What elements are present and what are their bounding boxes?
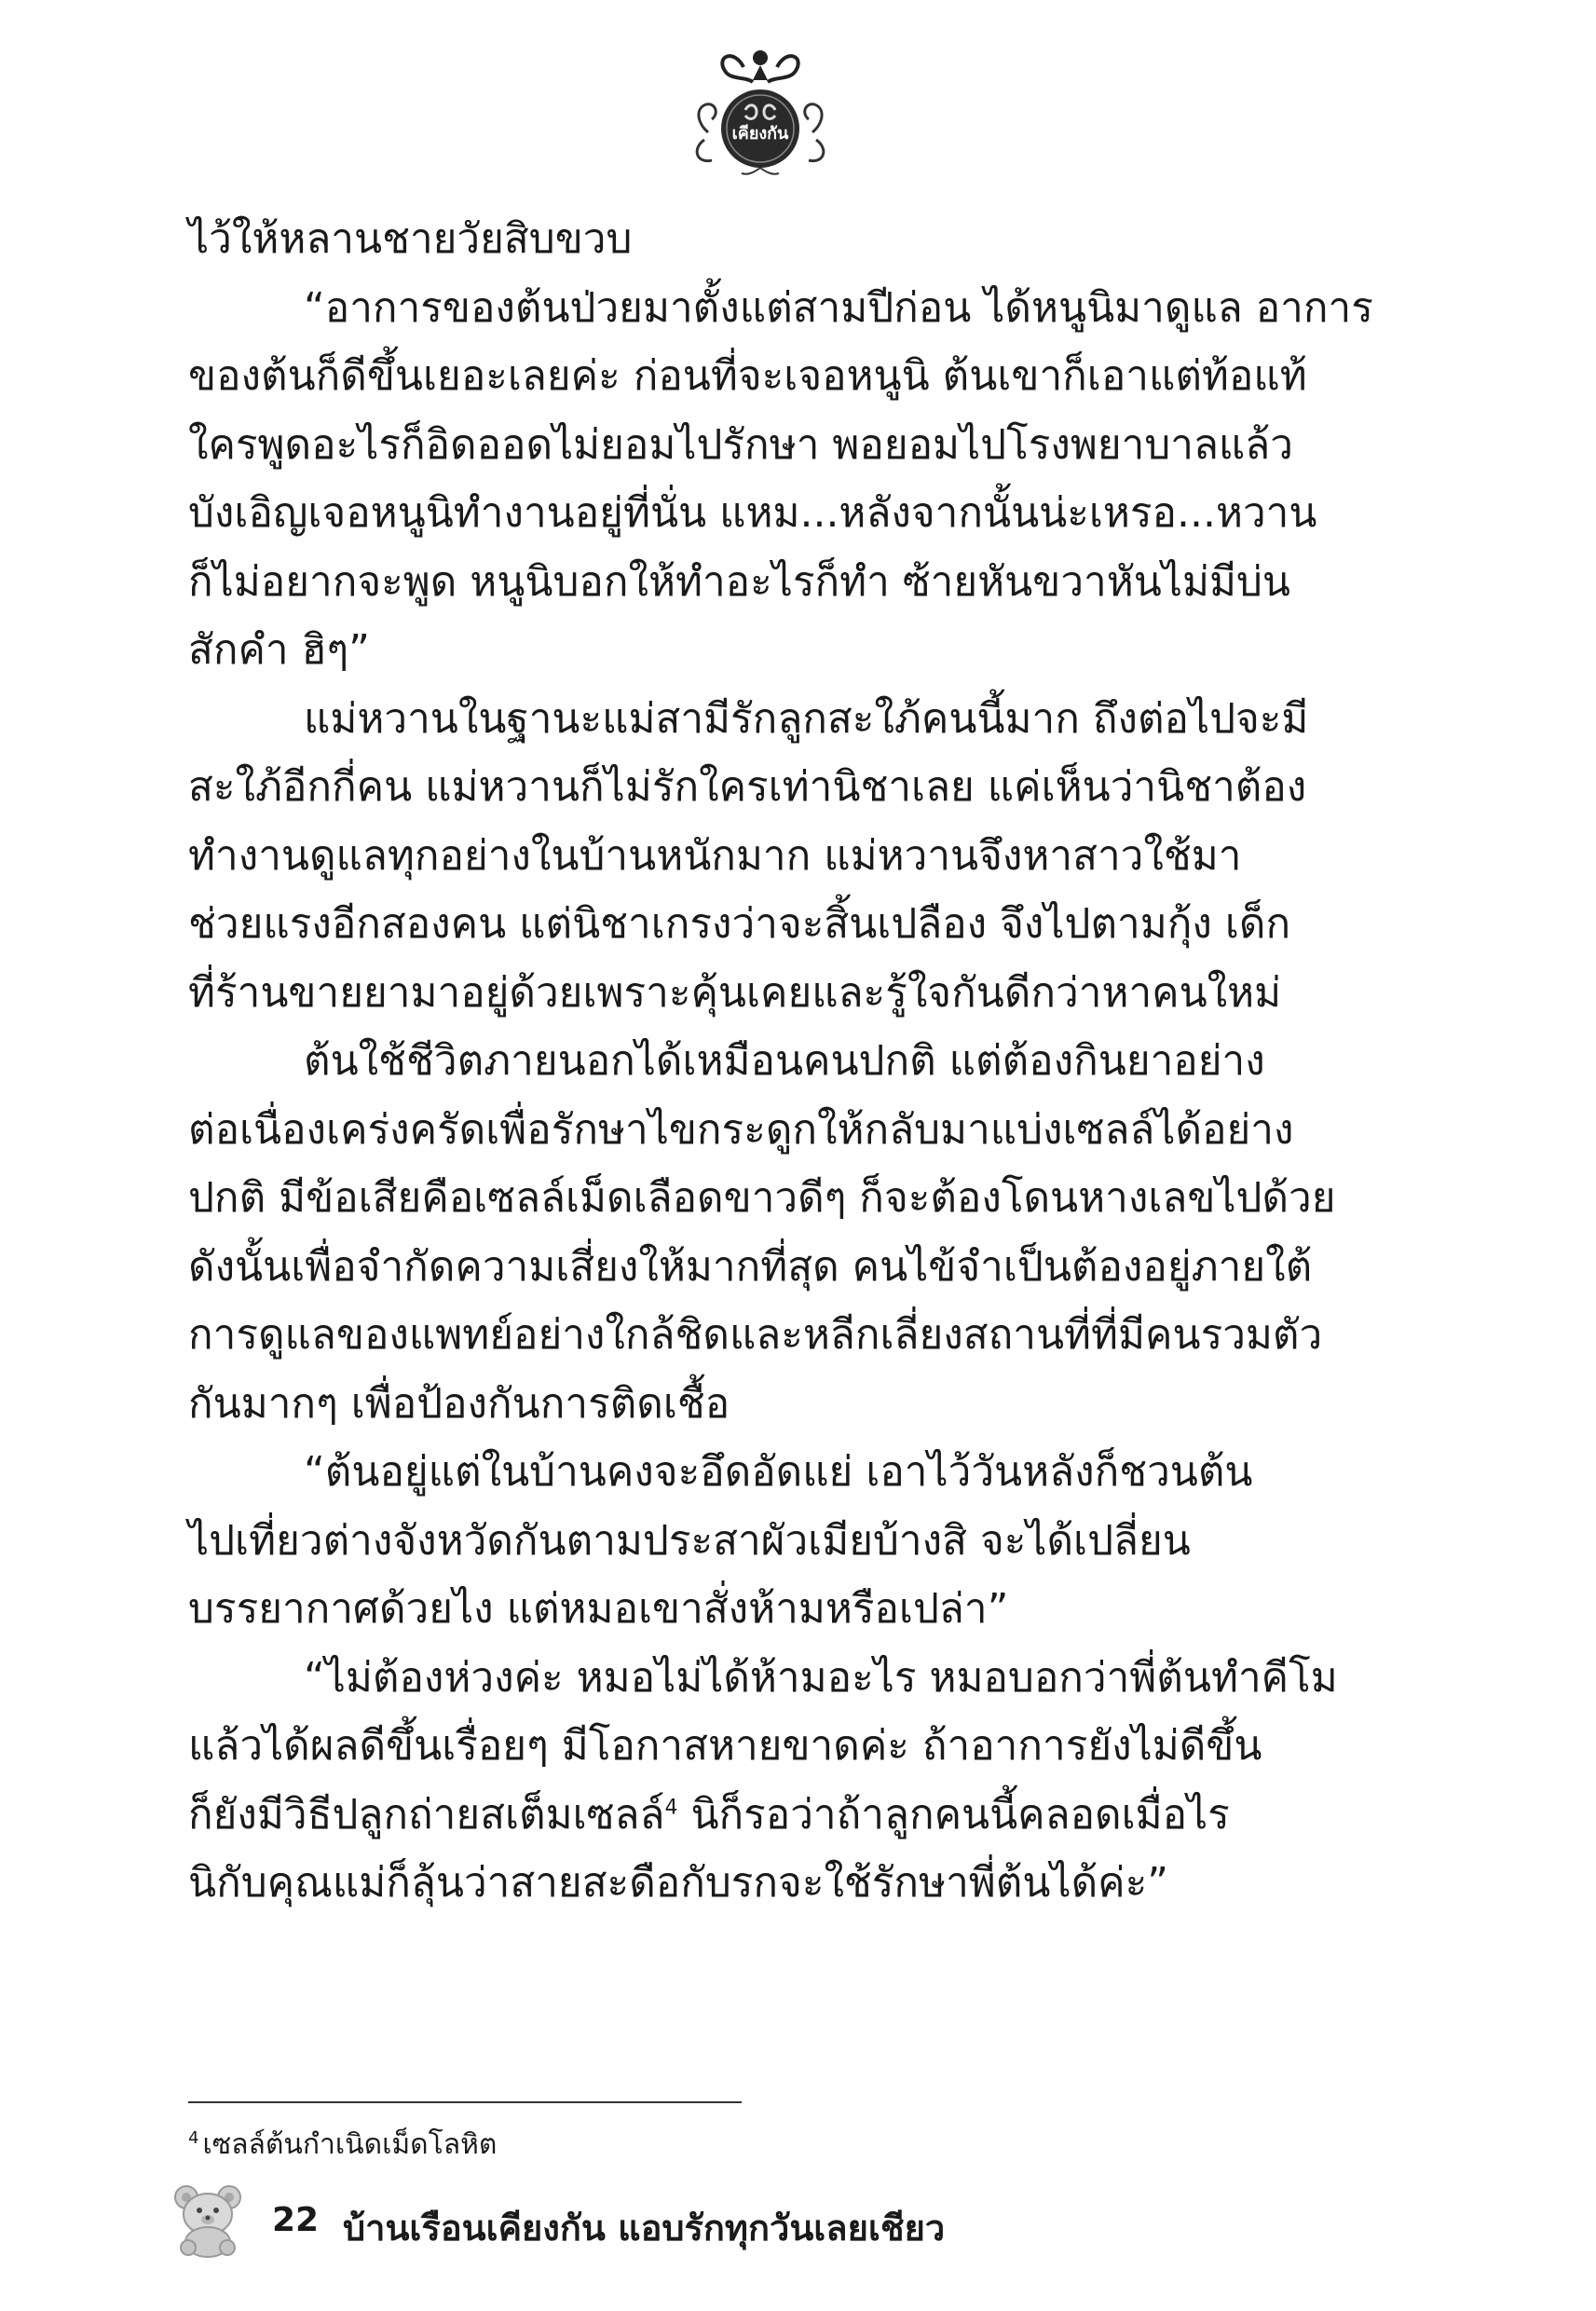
teddy-bear-icon [168,2181,248,2259]
logo-text: เคียงกัน [731,124,789,144]
text-line: ช่วยแรงอีกสองคน แต่นิชาเกรงว่าจะสิ้นเปลือง จึงไปตามกุ้ง เด็ก [188,900,1291,948]
text-line: บรรยากาศด้วยไง แต่หมอเขาสั่งห้ามหรือเปล่า” [188,1585,1009,1633]
text-line: ดังนั้นเพื่อจำกัดความเสี่ยงให้มากที่สุด คนไข้จำเป็นต้องอยู่ภายใต้ [188,1242,1313,1291]
text-line: ไว้ให้หลานชายวัยสิบขวบ [188,215,633,263]
text-line: “ต้นอยู่แต่ในบ้านคงจะอึดอัดแย่ เอาไว้วันหลังก็ชวนต้น [304,1448,1253,1496]
text-segment: นิก็รอว่าถ้าลูกคนนี้คลอดเมื่อไร [690,1790,1230,1839]
footnote-divider [188,2101,742,2103]
text-line: ปกติ มีข้อเสียคือเซลล์เม็ดเลือดขาวดีๆ ก็จะต้องโดนหางเลขไปด้วย [188,1174,1336,1222]
text-line: การดูแลของแพทย์อย่างใกล้ชิดและหลีกเลี่ยงสถานที่ที่มีคนรวมตัว [188,1311,1323,1359]
footnote-reference: 4 [664,1795,678,1819]
text-line: ไปเที่ยวต่างจังหวัดกันตามประสาผัวเมียบ้างสิ จะได้เปลี่ยน [188,1516,1191,1565]
text-segment: ก็ยังมีวิธีปลูกถ่ายสเต็มเซลล์ [188,1790,665,1839]
body-text [188,205,1373,1918]
text-line: แล้วได้ผลดีขึ้นเรื่อยๆ มีโอกาสหายขาดค่ะ ถ้าอาการยังไม่ดีขึ้น [188,1722,1262,1770]
text-line: แม่หวานในฐานะแม่สามีรักลูกสะใภ้คนนี้มาก ถึงต่อไปจะมี [304,694,1309,743]
ornament-logo-icon [688,39,833,179]
text-line: สักคำ ฮิๆ” [188,626,370,674]
text-line: “อาการของต้นป่วยมาตั้งแต่สามปีก่อน ได้หนูนิมาดูแล อาการ [304,283,1373,332]
text-line: “ไม่ต้องห่วงค่ะ หมอไม่ได้ห้ามอะไร หมอบอกว่าพี่ต้นทำคีโม [304,1653,1338,1702]
book-title: บ้านเรือนเคียงกัน แอบรักทุกวันเลยเชียว [343,2208,946,2249]
text-line: นิกับคุณแม่ก็ลุ้นว่าสายสะดือกับรกจะใช้รักษาพี่ต้นได้ค่ะ” [188,1859,1169,1907]
footnote [188,2123,497,2167]
text-line: ของต้นก็ดีขึ้นเยอะเลยค่ะ ก่อนที่จะเจอหนูนิ ต้นเขาก็เอาแต่ท้อแท้ [188,352,1307,400]
page-number: 22 [272,2201,320,2239]
text-line: ที่ร้านขายยามาอยู่ด้วยเพราะคุ้นเคยและรู้ใจกันดีกว่าหาคนใหม่ [188,968,1282,1017]
text-line: ใครพูดอะไรก็อิดออดไม่ยอมไปรักษา พอยอมไปโรงพยาบาลแล้ว [188,420,1293,469]
text-line: ทำงานดูแลทุกอย่างในบ้านหนักมาก แม่หวานจึงหาสาวใช้มา [188,831,1242,880]
footnote-number: 4 [188,2128,199,2148]
text-line: ต่อเนื่องเคร่งครัดเพื่อรักษาไขกระดูกให้กลับมาแบ่งเซลล์ได้อย่าง [188,1105,1294,1154]
text-line: บังเอิญเจอหนูนิทำงานอยู่ที่นั่น แหม...หลังจากนั้นน่ะเหรอ...หวาน [188,489,1317,537]
header-logo [688,39,833,179]
text-line: กันมากๆ เพื่อป้องกันการติดเชื้อ [188,1379,730,1428]
text-line: ก็ไม่อยากจะพูด หนูนิบอกให้ทำอะไรก็ทำ ซ้ายหันขวาหันไม่มีบ่น [188,557,1290,606]
footnote-text: เซลล์ต้นกำเนิดเม็ดโลหิต [202,2128,498,2161]
text-line: สะใภ้อีกกี่คน แม่หวานก็ไม่รักใครเท่านิชาเลย แค่เห็นว่านิชาต้อง [188,763,1307,811]
text-line [188,1781,1330,1850]
text-line: ต้นใช้ชีวิตภายนอกได้เหมือนคนปกติ แต่ต้องกินยาอย่าง [304,1037,1265,1085]
